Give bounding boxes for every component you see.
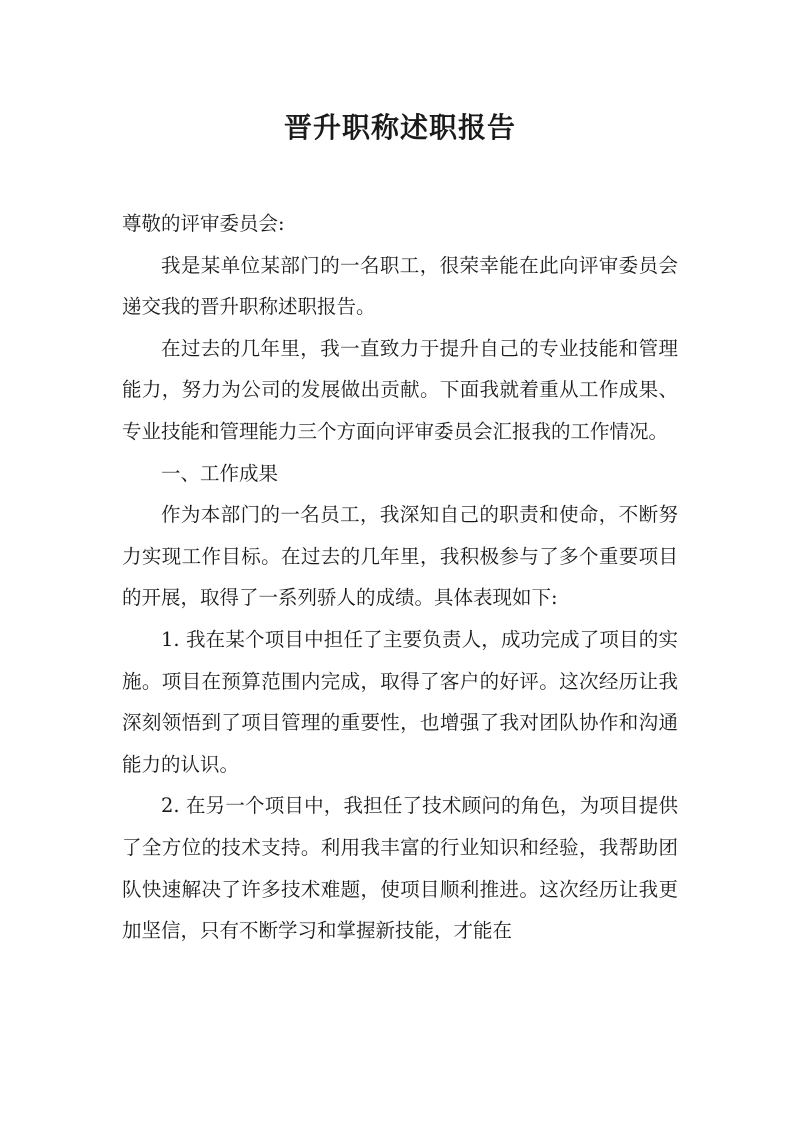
- paragraph-overview: 在过去的几年里，我一直致力于提升自己的专业技能和管理能力，努力为公司的发展做出贡献。下面我就着重从工作成果、专业技能和管理能力三个方面向评审委员会汇报我的工作情况。: [122, 336, 678, 443]
- paragraph-item-1: 1. 我在某个项目中担任了主要负责人，成功完成了项目的实施。项目在预算范围内完成，取得了客户的好评。这次经历让我深刻领悟到了项目管理的重要性，也增强了我对团队协作和沟通能力的认识。: [122, 627, 678, 776]
- document-title: 晋升职称述职报告: [283, 111, 516, 144]
- document-body: [122, 203, 678, 952]
- salutation: 尊敬的评审委员会:: [122, 212, 285, 235]
- section-heading-work-results: 一、工作成果: [161, 461, 279, 485]
- paragraph-work-results: 作为本部门的一名员工，我深知自己的职责和使命，不断努力实现工作目标。在过去的几年里，我积极参与了多个重要项目的开展，取得了一系列骄人的成绩。具体表现如下:: [122, 503, 678, 610]
- paragraph-intro: 我是某单位某部门的一名职工，很荣幸能在此向评审委员会递交我的晋升职称述职报告。: [122, 253, 678, 319]
- paragraph-item-2: 2. 在另一个项目中，我担任了技术顾问的角色，为项目提供了全方位的技术支持。利用我丰富的行业知识和经验，我帮助团队快速解决了许多技术难题，使项目顺利推进。这次经历让我更加坚信，只有不断学习和掌握新技能，才能在: [122, 794, 678, 943]
